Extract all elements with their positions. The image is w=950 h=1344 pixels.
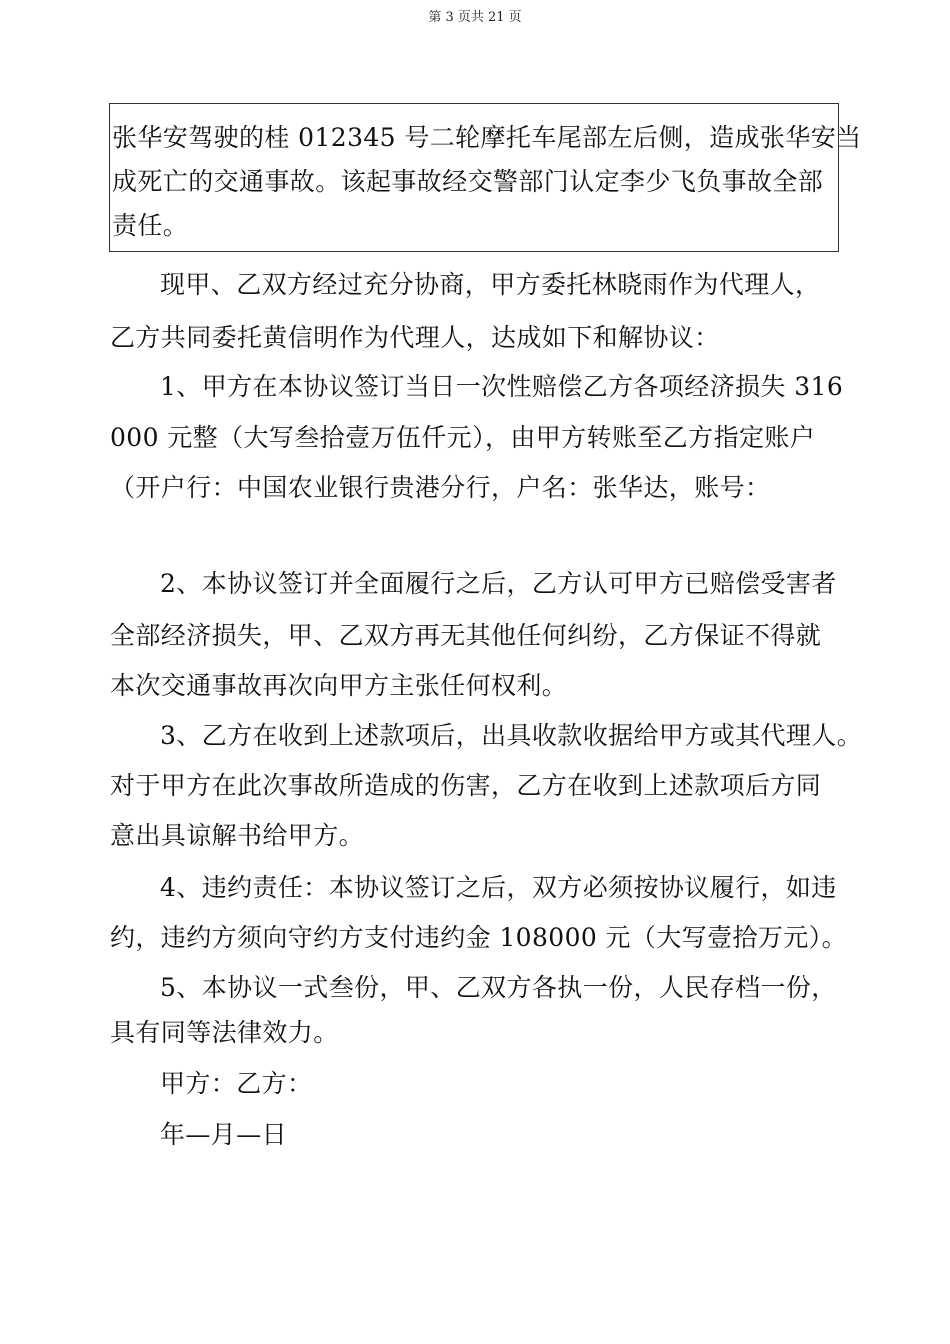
clause1-line-1: 1、甲方在本协议签订当日一次性赔偿乙方各项经济损失 316	[160, 372, 844, 401]
clause5-line-1: 5、本协议一式叁份，甲、乙双方各执一份，人民存档一份，	[160, 973, 837, 1002]
clause2-line-3: 本次交通事故再次向甲方主张任何权利。	[110, 671, 568, 700]
clause2-line-2: 全部经济损失，甲、乙双方再无其他任何纠纷，乙方保证不得就	[110, 621, 822, 650]
intro-line-1: 现甲、乙双方经过充分协商，甲方委托林晓雨作为代理人，	[160, 270, 821, 299]
boxed-line-1: 张华安驾驶的桂 012345 号二轮摩托车尾部左后侧，造成张华安当	[112, 123, 862, 152]
page-indicator: 第 3 页共 21 页	[428, 10, 522, 25]
boxed-line-2: 成死亡的交通事故。该起事故经交警部门认定李少飞负事故全部	[112, 167, 824, 196]
clause3-line-3: 意出具谅解书给甲方。	[110, 821, 365, 850]
clause4-line-1: 4、违约责任：本协议签订之后，双方必须按协议履行，如违	[160, 873, 837, 902]
clause5-line-2: 具有同等法律效力。	[110, 1018, 339, 1047]
boxed-line-3: 责任。	[112, 211, 189, 240]
signature-date: 年—月—日	[160, 1120, 288, 1149]
clause4-line-2: 约，违约方须向守约方支付违约金 108000 元（大写壹拾万元）。	[110, 923, 848, 952]
boxed-paragraph	[109, 103, 862, 252]
clause1-line-2: 000 元整（大写叁拾壹万伍仟元），由甲方转账至乙方指定账户	[110, 423, 816, 452]
signature-parties: 甲方：乙方：	[160, 1069, 313, 1098]
intro-line-2: 乙方共同委托黄信明作为代理人，达成如下和解协议：	[110, 323, 720, 352]
clause3-line-1: 3、乙方在收到上述款项后，出具收款收据给甲方或其代理人。	[160, 721, 863, 750]
clause3-line-2: 对于甲方在此次事故所造成的伤害，乙方在收到上述款项后方同	[110, 771, 822, 800]
clause1-line-3: （开户行：中国农业银行贵港分行，户名：张华达，账号：	[110, 473, 771, 502]
clause2-line-1: 2、本协议签订并全面履行之后，乙方认可甲方已赔偿受害者	[160, 569, 837, 598]
